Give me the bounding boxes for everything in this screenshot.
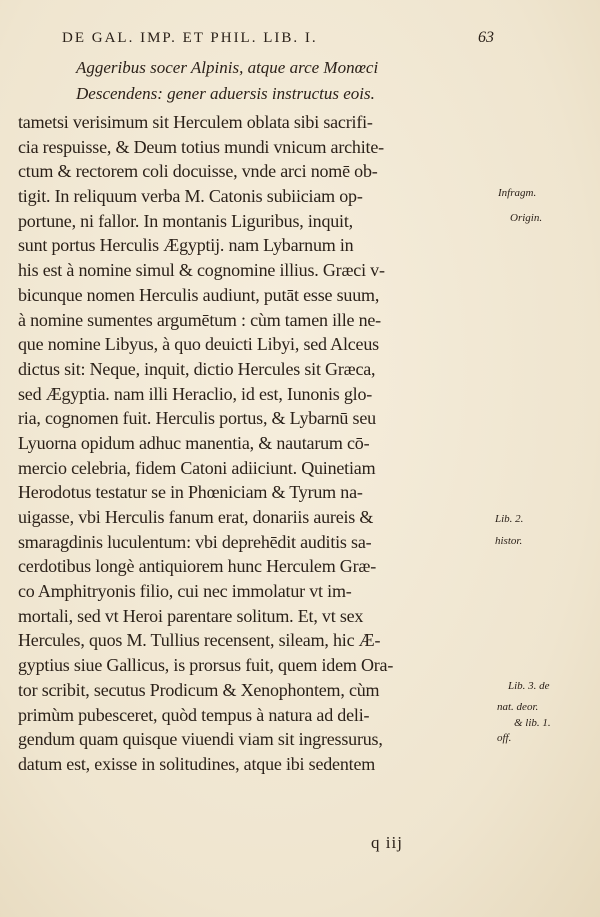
text-line: sunt portus Herculis Ægyptij. nam Lybarnum in bbox=[18, 235, 354, 256]
text-line: Hercules, quos M. Tullius recensent, sileam, hic Æ- bbox=[18, 630, 381, 651]
margin-note: Lib. 3. de bbox=[508, 680, 550, 692]
text-line: ria, cognomen fuit. Herculis portus, & Lybarnū seu bbox=[18, 408, 376, 429]
text-line: sed Ægyptia. nam illi Heraclio, id est, Iunonis glo- bbox=[18, 383, 373, 404]
verse-line: Aggeribus socer Alpinis, atque arce Monœci bbox=[76, 58, 379, 77]
text-line: dictus sit: Neque, inquit, dictio Hercules sit Græca, bbox=[18, 358, 376, 379]
body-text bbox=[18, 110, 488, 777]
running-head: DE GAL. IMP. ET PHIL. LIB. I. bbox=[62, 30, 318, 46]
text-line: portune, ni fallor. In montanis Liguribus, inquit, bbox=[18, 210, 353, 231]
text-line: datum est, exisse in solitudines, atque ibi sedentem bbox=[18, 753, 376, 774]
text-line: co Amphitryonis filio, cui nec immolatur vt im- bbox=[18, 581, 352, 602]
text-line: primùm pubesceret, quòd tempus à natura ad deli- bbox=[18, 704, 370, 725]
text-line: bicunque nomen Herculis audiunt, putāt esse suum, bbox=[18, 284, 380, 305]
margin-note: nat. deor. bbox=[497, 701, 539, 713]
text-line: Herodotus testatur se in Phœniciam & Tyrum na- bbox=[18, 482, 363, 503]
margin-note: Lib. 2. bbox=[495, 513, 524, 525]
verse-line: Descendens: gener aduersis instructus eois. bbox=[76, 84, 375, 103]
page-number: 63 bbox=[478, 29, 494, 46]
text-line: mortali, sed vt Heroi parentare solitum. Et, vt sex bbox=[18, 605, 364, 626]
margin-note: histor. bbox=[495, 535, 523, 547]
text-line: que nomine Libyus, à quo deuicti Libyi, sed Alceus bbox=[18, 334, 379, 355]
text-line: uigasse, vbi Herculis fanum erat, donariis aureis & bbox=[18, 507, 374, 527]
margin-note: Origin. bbox=[510, 212, 543, 224]
text-line: his est à nomine simul & cognomine illius. Græci v- bbox=[18, 260, 385, 281]
text-line: smaragdinis luculentum: vbi deprehēdit auditis sa- bbox=[18, 531, 372, 552]
text-line: ctum & rectorem coli docuisse, vnde arci nomē ob- bbox=[18, 161, 378, 182]
margin-note: & lib. 1. bbox=[514, 717, 551, 729]
text-line: tor scribit, secutus Prodicum & Xenophontem, cùm bbox=[18, 679, 380, 700]
text-line: mercio celebria, fidem Catoni adiiciunt. Quinetiam bbox=[18, 457, 376, 478]
text-line: tametsi verisimum sit Herculem oblata sibi sacrifi- bbox=[18, 112, 373, 132]
text-line: à nomine sumentes argumētum : cùm tamen ille ne- bbox=[18, 309, 381, 330]
margin-note: Infragm. bbox=[498, 187, 537, 199]
text-line: tigit. In reliquum verba M. Catonis subiiciam op- bbox=[18, 186, 363, 207]
text-line: cerdotibus longè antiquiorem hunc Herculem Græ- bbox=[18, 556, 376, 577]
text-line: gyptius siue Gallicus, is prorsus fuit, quem idem Ora- bbox=[18, 655, 394, 676]
text-line: Lyuorna opidum adhuc manentia, & nautarum cō- bbox=[18, 432, 370, 453]
text-line: cia respuisse, & Deum totius mundi vnicum archite- bbox=[18, 136, 384, 157]
text-line: gendum quam quisque viuendi viam sit ingressurus, bbox=[18, 729, 383, 750]
margin-note: off. bbox=[497, 732, 512, 744]
signature-mark: q iij bbox=[371, 833, 403, 852]
